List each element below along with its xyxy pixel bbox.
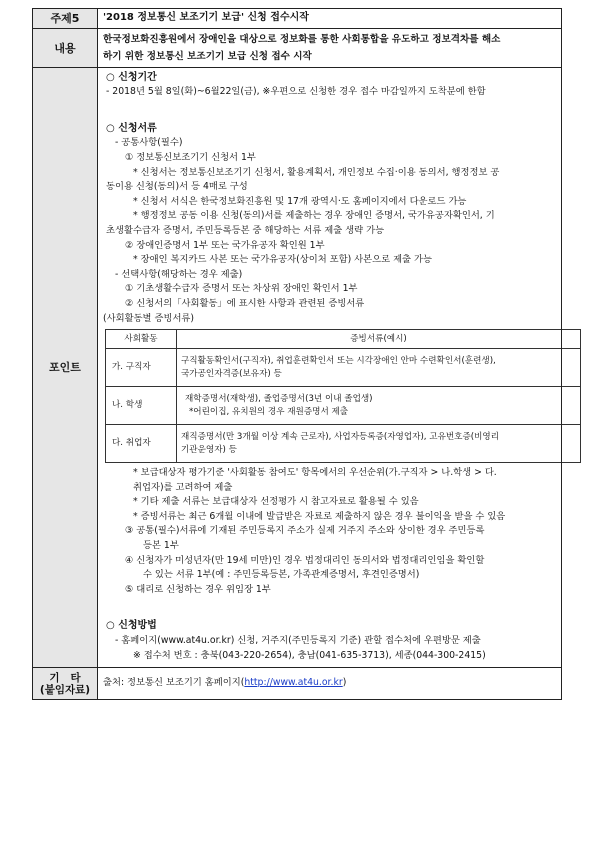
docs-note: ④ 신청자가 미성년자(만 19세 미만)인 경우 법정대리인 동의서와 법정대리인임을 확인할 [125, 554, 485, 566]
etc-row [33, 668, 562, 700]
topic-value [98, 9, 562, 29]
point-content [98, 67, 562, 668]
proof-table-row [106, 425, 581, 463]
docs-note: 등본 1부 [143, 540, 179, 552]
docs-line: * 행정정보 공동 이용 신청(동의)서를 제출하는 경우 장애인 증명서, 국가유공자확인서, 기 [133, 210, 495, 222]
proof-line: 구직활동확인서(구직자), 취업훈련확인서 또는 시각장애인 안마 수련확인서(훈련생), [181, 356, 496, 367]
docs-line: ① 기초생활수급자 증명서 또는 차상위 장애인 확인서 1부 [125, 283, 358, 295]
proof-table-row [106, 387, 581, 425]
topic-row [33, 9, 562, 29]
proof-table-header [106, 330, 581, 349]
etc-label-sub: (붙임자료) [39, 683, 91, 696]
proof-header-activity: 사회활동 [106, 330, 177, 349]
docs-note: 취업자)를 고려하여 제출 [133, 481, 233, 493]
proof-table-row [106, 349, 581, 387]
proof-docs [177, 349, 581, 387]
proof-docs [177, 425, 581, 463]
docs-heading: ○ 신청서류 [106, 122, 157, 134]
source-suffix: ) [342, 677, 347, 689]
docs-line: - 선택사항(해당하는 경우 제출) [115, 268, 243, 280]
info-table [32, 8, 562, 700]
docs-line: (사회활동별 증빙서류) [103, 312, 195, 324]
point-label: 포인트 [33, 67, 98, 668]
content-row [33, 28, 562, 67]
docs-line: ② 신청서의「사회활동」에 표시한 사항과 관련된 증빙서류 [125, 297, 365, 309]
proof-line: 기관운영자) 등 [181, 444, 237, 455]
proof-activity: 다. 취업자 [106, 425, 177, 463]
content-label: 내용 [33, 28, 98, 67]
proof-line: *어린이집, 유치원의 경우 재원증명서 제출 [189, 406, 349, 417]
proof-activity: 가. 구직자 [106, 349, 177, 387]
method-line: - 홈페이지(www.at4u.or.kr) 신청, 거주지(주민등록지 기준) 관할 접수처에 우편방문 제출 [115, 635, 481, 647]
topic-text: '2018 정보통신 보조기기 보급' 신청 접수시작 [103, 12, 309, 23]
period-heading: ○ 신청기간 [106, 71, 157, 83]
source-prefix: 출처: 정보통신 보조기기 홈페이지( [103, 677, 245, 689]
content-value [98, 28, 562, 67]
docs-note: * 보급대상자 평가기준 '사회활동 참여도' 항목에서의 우선순위(가.구직자 > 나.학생 > 다. [133, 467, 497, 479]
period-line: - 2018년 5월 8일(화)~6월22일(금), ※우편으로 신청한 경우 접수 마감일까지 도착분에 한함 [106, 86, 486, 98]
proof-line: 재학증명서(재학생), 졸업증명서(3년 이내 졸업생) [185, 394, 373, 405]
docs-line: - 공통사항(필수) [115, 137, 183, 149]
docs-line: * 장애인 복지카드 사본 또는 국가유공자(상이처 포함) 사본으로 제출 가능 [133, 254, 432, 266]
etc-source [98, 668, 562, 700]
docs-line: * 신청서는 정보통신보조기기 신청서, 활용계획서, 개인정보 수집·이용 동의서, 행정정보 공 [133, 166, 500, 178]
content-line: 하기 위한 정보통신 보조기기 보급 신청 접수 시작 [103, 50, 312, 62]
point-row [33, 67, 562, 668]
docs-line: 동이용 신청(동의)서 등 4매로 구성 [106, 181, 248, 193]
proof-line: 국가공인자격증(보유자) 등 [181, 368, 282, 379]
source-link[interactable]: http://www.at4u.or.kr [244, 677, 343, 689]
docs-note: * 증빙서류는 최근 6개월 이내에 발급받은 자료로 제출하지 않은 경우 불이익을 받을 수 있음 [133, 510, 506, 522]
docs-note: ⑤ 대리로 신청하는 경우 위임장 1부 [125, 583, 271, 595]
proof-line: 재직증명서(만 3개월 이상 계속 근로자), 사업자등록증(자영업자), 고유번호증(비영리 [181, 432, 500, 443]
docs-note: ③ 공통(필수)서류에 기재된 주민등록지 주소가 실제 거주지 주소와 상이한 경우 주민등록 [125, 525, 485, 537]
docs-note: * 기타 제출 서류는 보급대상자 선정평가 시 참고자료로 활용될 수 있음 [133, 496, 419, 508]
method-heading: ○ 신청방법 [106, 620, 157, 632]
etc-label [33, 668, 98, 700]
docs-line: ② 장애인증명서 1부 또는 국가유공자 확인원 1부 [125, 239, 325, 251]
proof-activity: 나. 학생 [106, 387, 177, 425]
proof-table [105, 329, 581, 463]
docs-line: ① 정보통신보조기기 신청서 1부 [125, 151, 256, 163]
method-line: ※ 접수처 번호 : 충북(043-220-2654), 충남(041-635-3713), 세종(044-300-2415) [133, 649, 486, 661]
topic-label: 주제5 [33, 9, 98, 29]
docs-line: * 신청서 서식은 한국정보화진흥원 및 17개 광역시·도 홈페이지에서 다운로드 가능 [133, 195, 467, 207]
docs-line: 초생활수급자 증명서, 주민등록등본 중 해당하는 서류 제출 생략 가능 [106, 224, 385, 236]
proof-header-docs: 증빙서류(예시) [177, 330, 581, 349]
proof-docs [177, 387, 581, 425]
docs-note: 수 있는 서류 1부(예 : 주민등록등본, 가족관계증명서, 후견인증명서) [143, 569, 420, 581]
etc-label-main: 기 타 [49, 671, 81, 684]
content-line: 한국정보화진흥원에서 장애인을 대상으로 정보화를 통한 사회통합을 유도하고 정보격차를 해소 [103, 33, 501, 45]
